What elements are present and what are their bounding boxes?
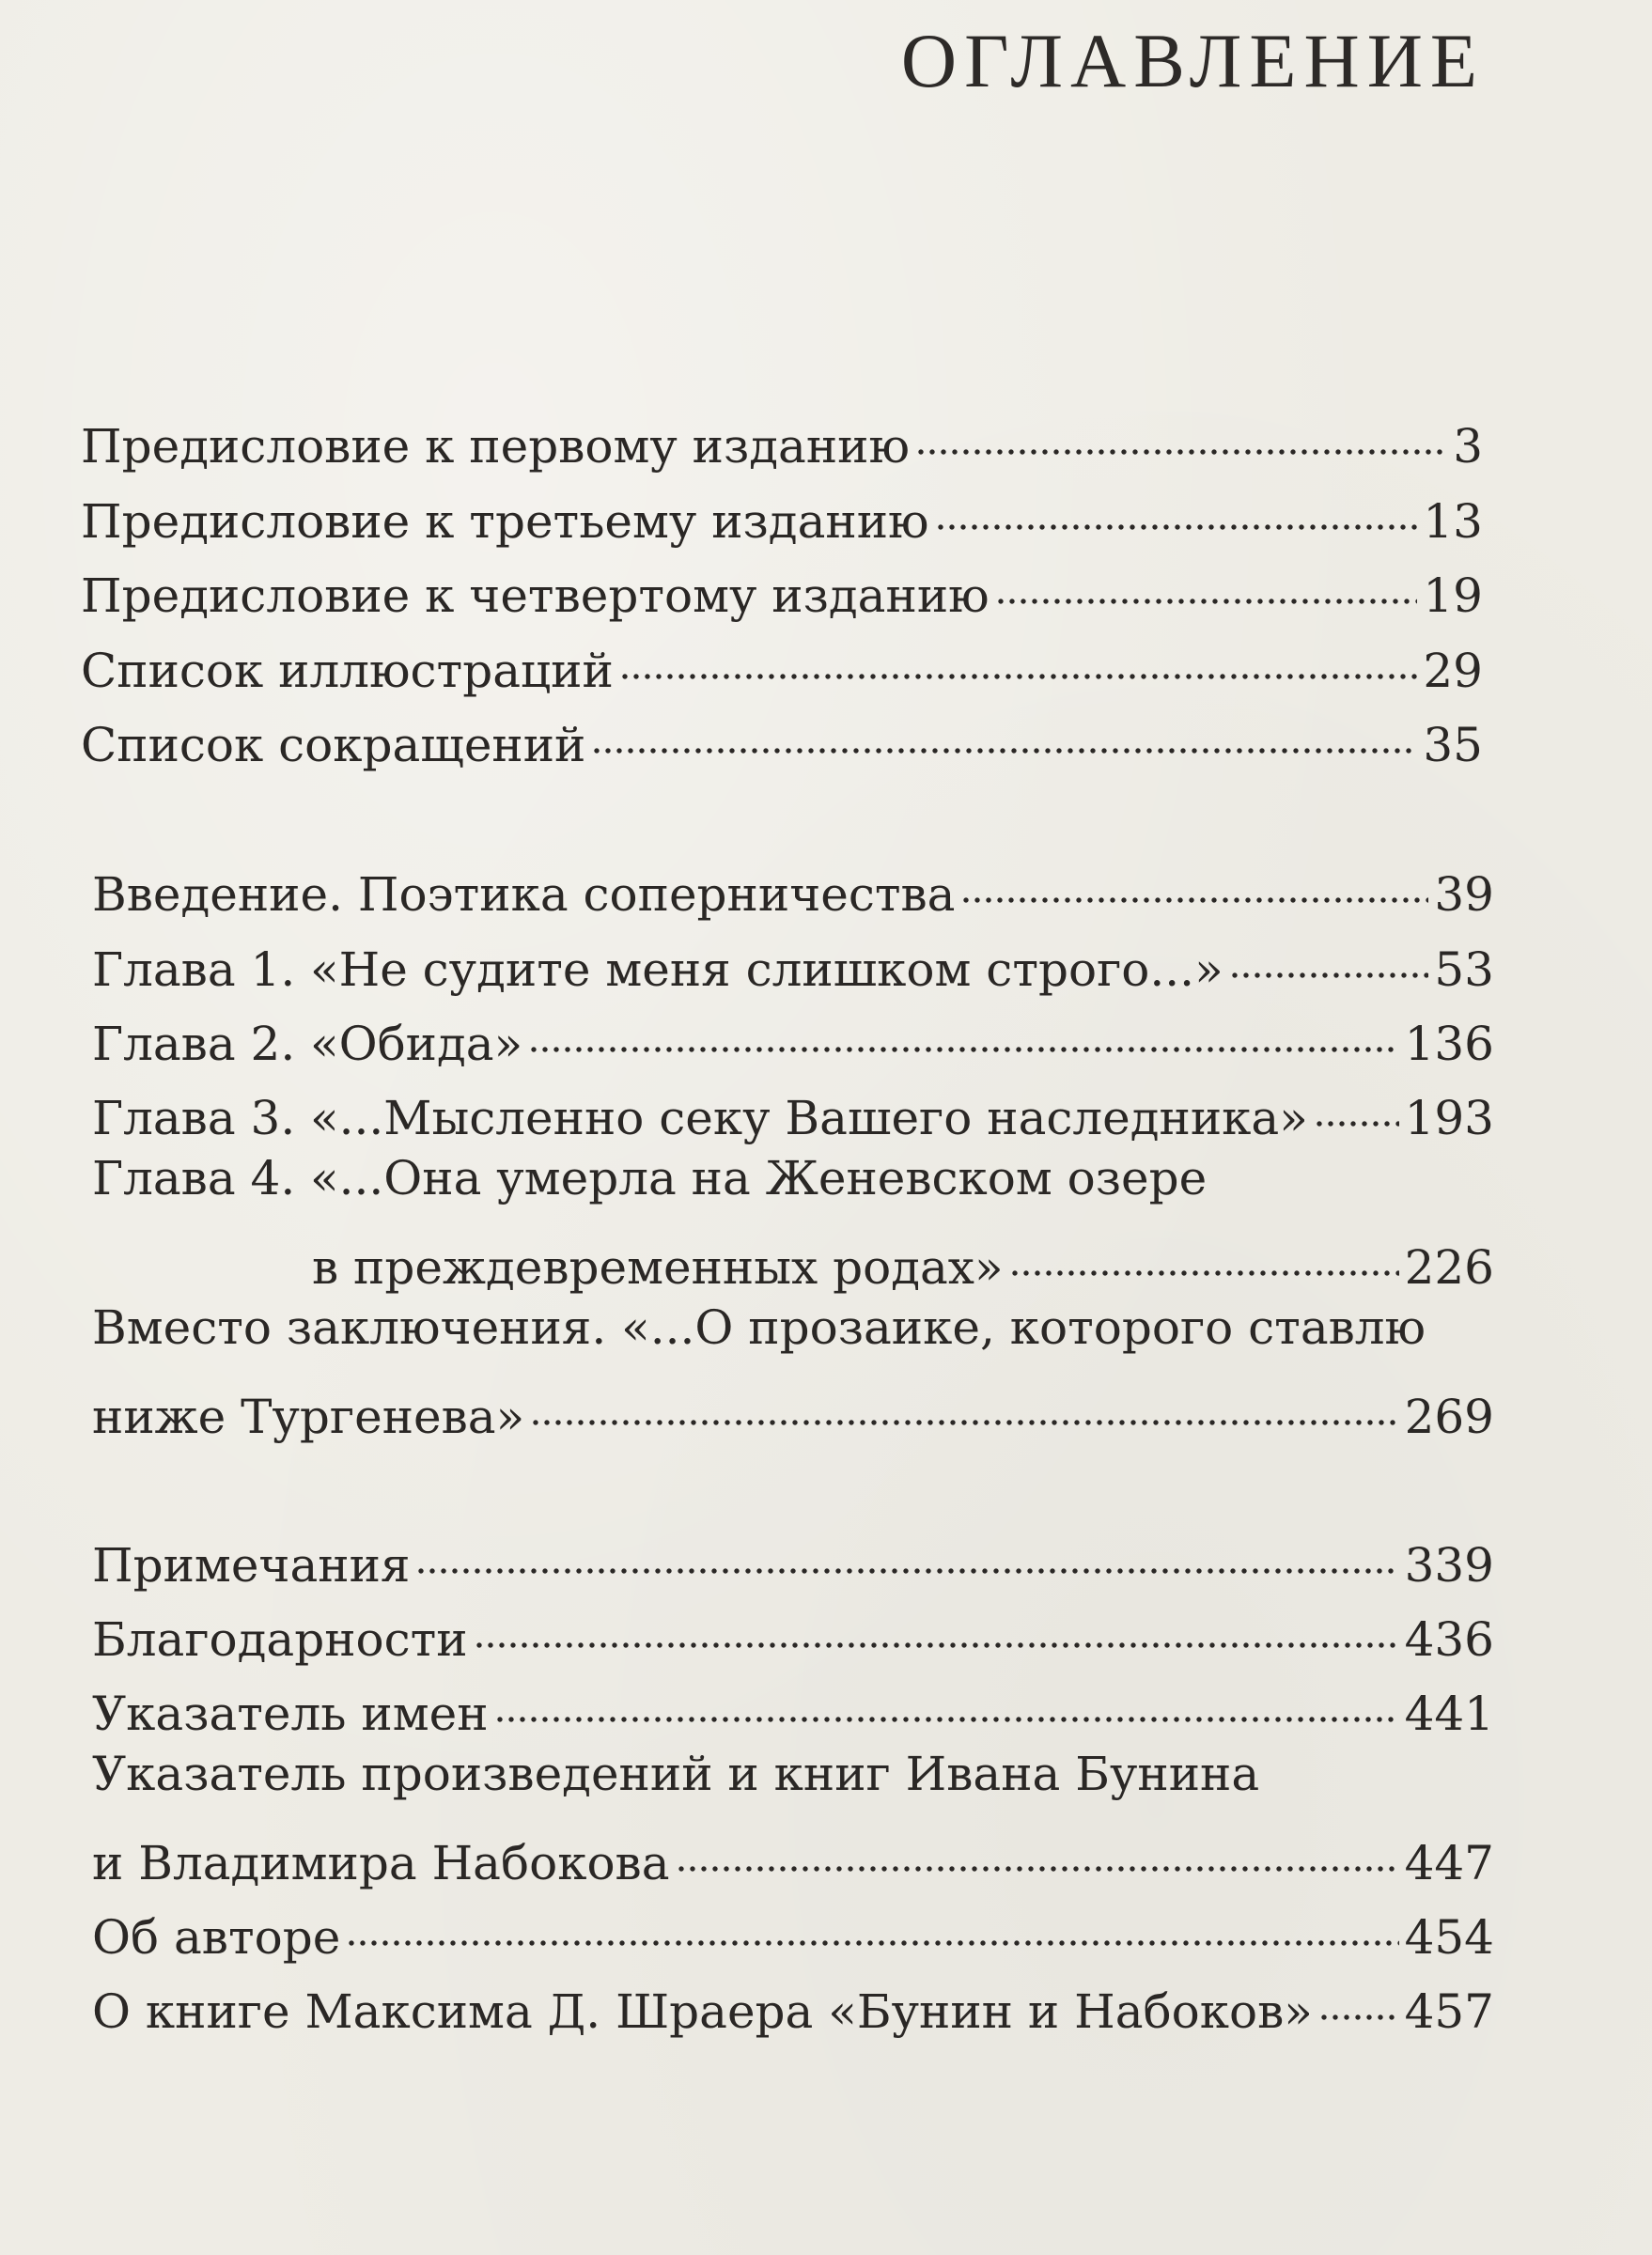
toc-page-number: 193 [1404, 1091, 1494, 1145]
toc-entry-illustrations [81, 629, 1483, 698]
toc-entry-title: «Не судите меня слишком строго...» [310, 942, 1223, 997]
dot-leader [494, 1672, 1399, 1730]
toc-entry-title-continued: в преждевременных родах» [312, 1240, 1004, 1295]
dot-leader [415, 1523, 1398, 1581]
toc-entry-title: Введение. Поэтика соперничества [92, 867, 956, 922]
dot-leader [960, 852, 1428, 910]
toc-entry-conclusion-continuation [92, 1375, 1494, 1444]
chapter-label: Глава 3. [92, 1091, 296, 1145]
toc-entry-introduction [92, 852, 1494, 922]
toc-entry-about-book [92, 1969, 1494, 2039]
toc-entry-title: Об авторе [92, 1910, 341, 1965]
toc-entry-title-continued: и Владимира Набокова [92, 1836, 670, 1890]
toc-entry-notes [92, 1523, 1494, 1593]
toc-entry-title: Указатель имен [92, 1687, 489, 1741]
toc-page-number: 436 [1404, 1612, 1494, 1667]
dot-leader [346, 1895, 1398, 1953]
toc-entry-acknowledgements [92, 1597, 1494, 1667]
toc-page-number: 339 [1404, 1538, 1494, 1593]
toc-entry-chapter-4-first-line [92, 1150, 1207, 1206]
toc-page-number: 226 [1404, 1240, 1494, 1295]
toc-entry-preface-first [81, 404, 1483, 474]
chapter-label: Глава 4. [92, 1151, 296, 1205]
page-title: ОГЛАВЛЕНИЕ [900, 18, 1485, 103]
toc-page-number: 441 [1404, 1687, 1494, 1741]
toc-entry-about-author [92, 1895, 1494, 1965]
dot-leader [1009, 1225, 1399, 1283]
chapter-label: Глава 2. [92, 1017, 296, 1071]
toc-entry-works-index-first-line: Указатель произведений и книг Ивана Бунина [92, 1747, 1260, 1801]
chapter-label: Глава 1. [92, 942, 296, 997]
dot-leader [1318, 1969, 1399, 2028]
toc-entry-title: «Обида» [310, 1017, 523, 1071]
toc-entry-title: «...Мысленно секу Вашего наследника» [310, 1091, 1308, 1145]
toc-entry-preface-fourth [81, 553, 1483, 623]
dot-leader [915, 404, 1447, 462]
toc-page-number: 39 [1434, 867, 1494, 922]
bleed-through-text [160, 164, 1381, 294]
dot-leader [676, 1821, 1399, 1879]
toc-page-number: 136 [1404, 1017, 1494, 1071]
toc-entry-conclusion-first-line: Вместо заключения. «...О прозаике, которого ставлю [92, 1300, 1426, 1355]
toc-entry-chapter-4-continuation [312, 1225, 1494, 1295]
toc-entry-title: Предисловие к первому изданию [81, 419, 911, 474]
toc-entry-title: Примечания [92, 1538, 411, 1593]
toc-entry-title: Список иллюстраций [81, 644, 614, 698]
toc-entry-title: Предисловие к третьему изданию [81, 494, 929, 549]
toc-entry-preface-third [81, 479, 1483, 549]
toc-entry-abbreviations [81, 703, 1483, 772]
toc-page-number: 29 [1423, 644, 1483, 698]
toc-page-number: 19 [1423, 568, 1483, 623]
toc-entry-works-index-continuation [92, 1821, 1494, 1890]
toc-page-number: 454 [1404, 1910, 1494, 1965]
toc-page-number: 3 [1453, 419, 1483, 474]
toc-entry-chapter-1 [92, 927, 1494, 997]
toc-entry-title: Предисловие к четвертому изданию [81, 568, 990, 623]
toc-page-number: 13 [1423, 494, 1483, 549]
toc-page-number: 269 [1404, 1390, 1494, 1444]
toc-entry-chapter-2 [92, 1002, 1494, 1071]
toc-page-number: 447 [1404, 1836, 1494, 1890]
toc-page-number: 457 [1404, 1984, 1494, 2039]
dot-leader [619, 629, 1418, 687]
dot-leader [1229, 927, 1429, 986]
toc-page-number: 35 [1423, 718, 1483, 772]
dot-leader [1314, 1076, 1399, 1134]
dot-leader [474, 1597, 1399, 1656]
toc-entry-title: Список сокращений [81, 718, 586, 772]
toc-entry-title: «...Она умерла на Женевском озере [310, 1151, 1208, 1205]
toc-page-number: 53 [1434, 942, 1494, 997]
toc-entry-name-index [92, 1672, 1494, 1741]
dot-leader [530, 1375, 1398, 1433]
dot-leader [528, 1002, 1398, 1060]
dot-leader [591, 703, 1417, 761]
dot-leader [995, 553, 1418, 612]
toc-entry-title-continued: ниже Тургенева» [92, 1390, 525, 1444]
toc-entry-chapter-3 [92, 1076, 1494, 1145]
toc-entry-title: О книге Максима Д. Шраера «Бунин и Набоков» [92, 1984, 1313, 2039]
toc-entry-title: Благодарности [92, 1612, 468, 1667]
dot-leader [935, 479, 1418, 537]
